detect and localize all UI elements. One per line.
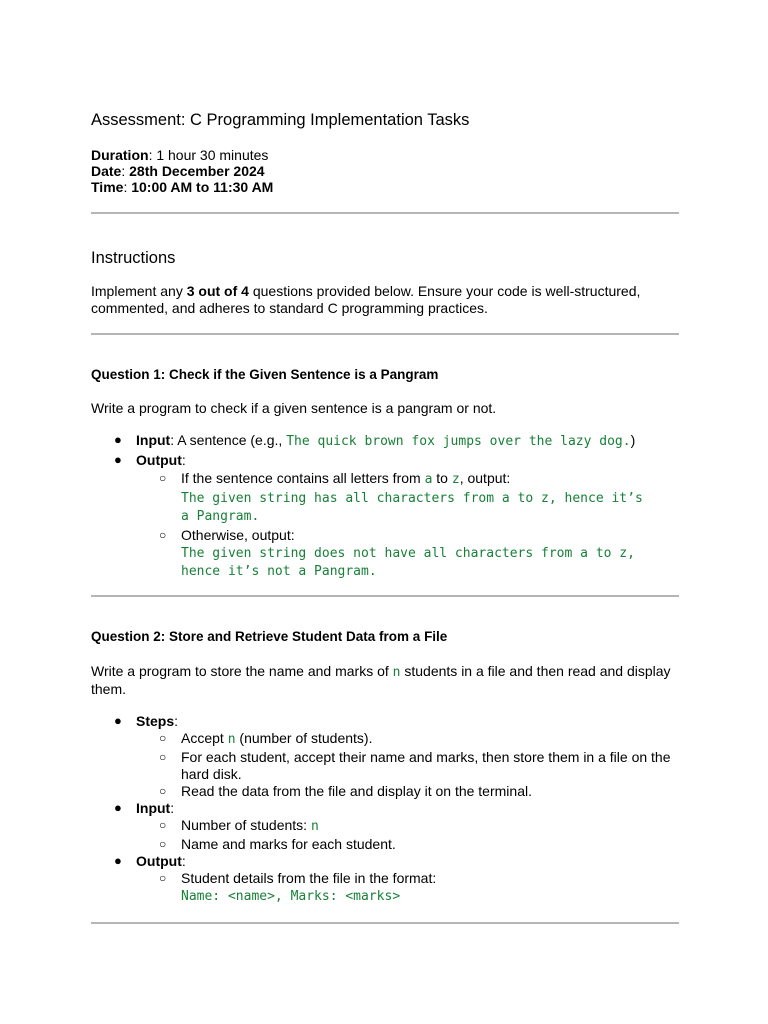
input-2-text: Name and marks for each student.	[181, 836, 396, 852]
code-line: a Pangram.	[181, 509, 260, 524]
question-2-list	[91, 713, 679, 906]
input-label: Input	[136, 800, 171, 816]
code-a: a	[424, 472, 433, 487]
steps-label: Steps	[136, 713, 175, 729]
description-text: Write a program to store the name and marks of	[91, 663, 393, 679]
document-content	[91, 110, 679, 924]
duration-value: : 1 hour 30 minutes	[148, 147, 269, 163]
question-1-list	[91, 432, 679, 581]
list-item	[136, 749, 679, 783]
instructions-text-after: questions provided below. Ensure your code is well-structured, commented, and adheres to standard C programming practices.	[91, 283, 641, 316]
hollow-bullet-icon: ○	[159, 528, 167, 542]
instructions-text-before: Implement any	[91, 283, 187, 299]
case-1-text-mid: to	[432, 470, 452, 486]
step-3-text: Read the data from the file and display it on the terminal.	[181, 783, 532, 799]
code-block	[181, 545, 679, 581]
divider	[91, 333, 679, 335]
output-colon: :	[181, 853, 186, 869]
steps-colon: :	[174, 713, 179, 729]
hollow-bullet-icon: ○	[159, 818, 167, 832]
input-sublist	[136, 817, 679, 852]
code-line: The given string does not have all characters from a to z,	[181, 546, 635, 561]
divider	[91, 595, 679, 597]
question-1-description: Write a program to check if a given sentence is a pangram or not.	[91, 400, 497, 416]
case-2-text: Otherwise, output:	[181, 527, 295, 543]
code-block	[181, 888, 679, 906]
code-line: Name: <name>, Marks: <marks>	[181, 889, 401, 904]
input-text: : A sentence (e.g.,	[170, 432, 287, 448]
list-item	[91, 853, 679, 906]
bullet-icon: ●	[114, 853, 122, 868]
output-colon: :	[181, 452, 186, 468]
divider	[91, 212, 679, 214]
list-item	[136, 527, 679, 581]
code-block	[181, 490, 679, 526]
divider	[91, 922, 679, 924]
list-item	[136, 870, 679, 906]
hollow-bullet-icon: ○	[159, 837, 167, 851]
question-1-heading: Question 1: Check if the Given Sentence is a Pangram	[91, 367, 439, 382]
input-example-code: The quick brown fox jumps over the lazy dog.	[286, 434, 631, 449]
time-line	[91, 179, 679, 195]
hollow-bullet-icon: ○	[159, 471, 167, 485]
bullet-icon: ●	[114, 800, 122, 815]
date-label: Date	[91, 163, 122, 179]
time-value: 10:00 AM to 11:30 AM	[131, 179, 274, 195]
input-label: Input	[136, 432, 171, 448]
list-item	[136, 470, 679, 526]
input-text-end: )	[630, 432, 636, 448]
time-sep: :	[123, 179, 132, 195]
list-item	[91, 432, 679, 450]
case-1-text: If the sentence contains all letters from	[181, 470, 425, 486]
output-label: Output	[136, 452, 182, 468]
list-item	[136, 783, 679, 799]
steps-sublist	[136, 730, 679, 799]
code-z: z	[451, 472, 460, 487]
step-1-text: Accept	[181, 730, 228, 746]
code-n: n	[392, 665, 401, 680]
output-label: Output	[136, 853, 182, 869]
instructions-text-bold: 3 out of 4	[186, 283, 249, 299]
list-item	[136, 836, 679, 852]
bullet-icon: ●	[114, 432, 122, 447]
code-n: n	[310, 819, 319, 834]
assessment-meta	[91, 147, 679, 195]
step-1-text-end: (number of students).	[235, 730, 373, 746]
list-item	[136, 817, 679, 835]
hollow-bullet-icon: ○	[159, 750, 167, 764]
page-title: Assessment: C Programming Implementation Tasks	[91, 111, 470, 129]
question-2-heading: Question 2: Store and Retrieve Student Data from a File	[91, 629, 448, 644]
output-sublist	[136, 870, 679, 906]
description-text-end: students in a file and then read and display them.	[91, 663, 671, 697]
code-line: hence it’s not a Pangram.	[181, 564, 377, 579]
duration-line	[91, 147, 679, 163]
date-line	[91, 163, 679, 179]
input-1-text: Number of students:	[181, 817, 311, 833]
code-line: The given string has all characters from a to z, hence it’s	[181, 491, 643, 506]
case-1-text-end: , output:	[459, 470, 511, 486]
list-item	[91, 713, 679, 799]
hollow-bullet-icon: ○	[159, 871, 167, 885]
list-item	[91, 452, 679, 581]
output-1-text: Student details from the file in the format:	[181, 870, 437, 886]
output-sublist	[136, 470, 679, 581]
instructions-text	[91, 283, 679, 317]
code-n: n	[227, 732, 236, 747]
input-colon: :	[170, 800, 175, 816]
instructions-heading: Instructions	[91, 249, 176, 267]
duration-label: Duration	[91, 147, 149, 163]
bullet-icon: ●	[114, 452, 122, 467]
bullet-icon: ●	[114, 713, 122, 728]
list-item	[136, 730, 679, 748]
hollow-bullet-icon: ○	[159, 784, 167, 798]
date-value: 28th December 2024	[129, 163, 265, 179]
step-2-text: For each student, accept their name and marks, then store them in a file on the hard disk.	[181, 749, 671, 782]
list-item	[91, 800, 679, 852]
hollow-bullet-icon: ○	[159, 731, 167, 745]
time-label: Time	[91, 179, 124, 195]
date-sep: :	[121, 163, 130, 179]
question-2-description	[91, 663, 679, 698]
